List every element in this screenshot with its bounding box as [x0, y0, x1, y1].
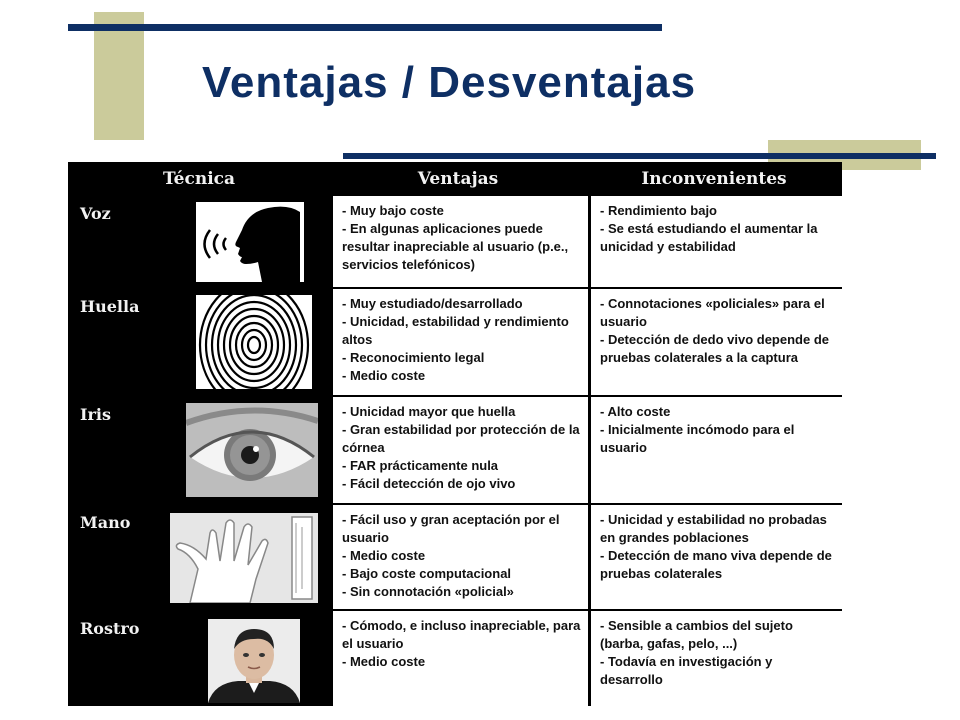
- hand-icon: [170, 513, 318, 603]
- table-row-voz: [68, 196, 842, 287]
- inconvenientes-text: - Connotaciones «policiales» para el usuario - Detección de dedo vivo depende de pruebas colaterales a la captura: [600, 296, 829, 365]
- table-row-huella: [68, 289, 842, 395]
- ventajas-cell: [333, 505, 588, 609]
- ventajas-text: - Cómodo, e incluso inapreciable, para el usuario - Medio coste: [342, 618, 581, 669]
- inconvenientes-cell: [591, 505, 842, 609]
- table-row-iris: [68, 397, 842, 503]
- ventajas-text: - Fácil uso y gran aceptación por el usuario - Medio coste - Bajo coste computacional - Sin connotación «policial»: [342, 512, 560, 599]
- inconvenientes-cell: [591, 397, 842, 503]
- ventajas-cell: [333, 196, 588, 287]
- header-inconvenientes: Inconvenientes: [641, 168, 787, 189]
- ventajas-text: - Muy estudiado/desarrollado - Unicidad, estabilidad y rendimiento altos - Reconocimiento legal - Medio coste: [342, 296, 569, 383]
- inconvenientes-text: - Unicidad y estabilidad no probadas en grandes poblaciones - Detección de mano viva depende de pruebas colaterales: [600, 512, 832, 581]
- inconvenientes-text: - Alto coste - Inicialmente incómodo para el usuario: [600, 404, 795, 455]
- decorative-navy-mid-line: [343, 153, 936, 159]
- ventajas-text: - Muy bajo coste - En algunas aplicaciones puede resultar inapreciable al usuario (p.e., servicios telefónicos): [342, 203, 569, 272]
- inconvenientes-cell: [591, 289, 842, 395]
- comparison-table: [68, 162, 842, 706]
- speaking-head-icon: [196, 202, 304, 282]
- ventajas-cell: [333, 397, 588, 503]
- technique-name: Voz: [80, 204, 111, 223]
- table-header-row: [68, 162, 842, 195]
- header-tecnica: Técnica: [162, 168, 236, 189]
- ventajas-cell: [333, 611, 588, 706]
- inconvenientes-cell: [591, 196, 842, 287]
- inconvenientes-text: - Sensible a cambios del sujeto (barba, gafas, pelo, ...) - Todavía en investigación y desarrollo: [600, 618, 793, 687]
- face-portrait-icon: [208, 619, 300, 703]
- decorative-navy-top-line: [68, 24, 662, 31]
- ventajas-text: - Unicidad mayor que huella - Gran estabilidad por protección de la córnea - FAR prácticamente nula - Fácil detección de ojo vivo: [342, 404, 580, 491]
- fingerprint-icon: [196, 295, 312, 389]
- header-ventajas: Ventajas: [417, 168, 499, 189]
- inconvenientes-text: - Rendimiento bajo - Se está estudiando el aumentar la unicidad y estabilidad: [600, 203, 818, 254]
- technique-name: Huella: [80, 297, 140, 316]
- table-row-rostro: [68, 611, 842, 706]
- inconvenientes-cell: [591, 611, 842, 706]
- ventajas-cell: [333, 289, 588, 395]
- technique-name: Iris: [80, 405, 111, 424]
- technique-name: Rostro: [80, 619, 140, 638]
- eye-iris-icon: [186, 403, 318, 497]
- decorative-tan-vertical-bar: [94, 12, 144, 140]
- table-row-mano: [68, 505, 842, 609]
- technique-name: Mano: [80, 513, 131, 532]
- slide-title: Ventajas / Desventajas: [202, 58, 697, 107]
